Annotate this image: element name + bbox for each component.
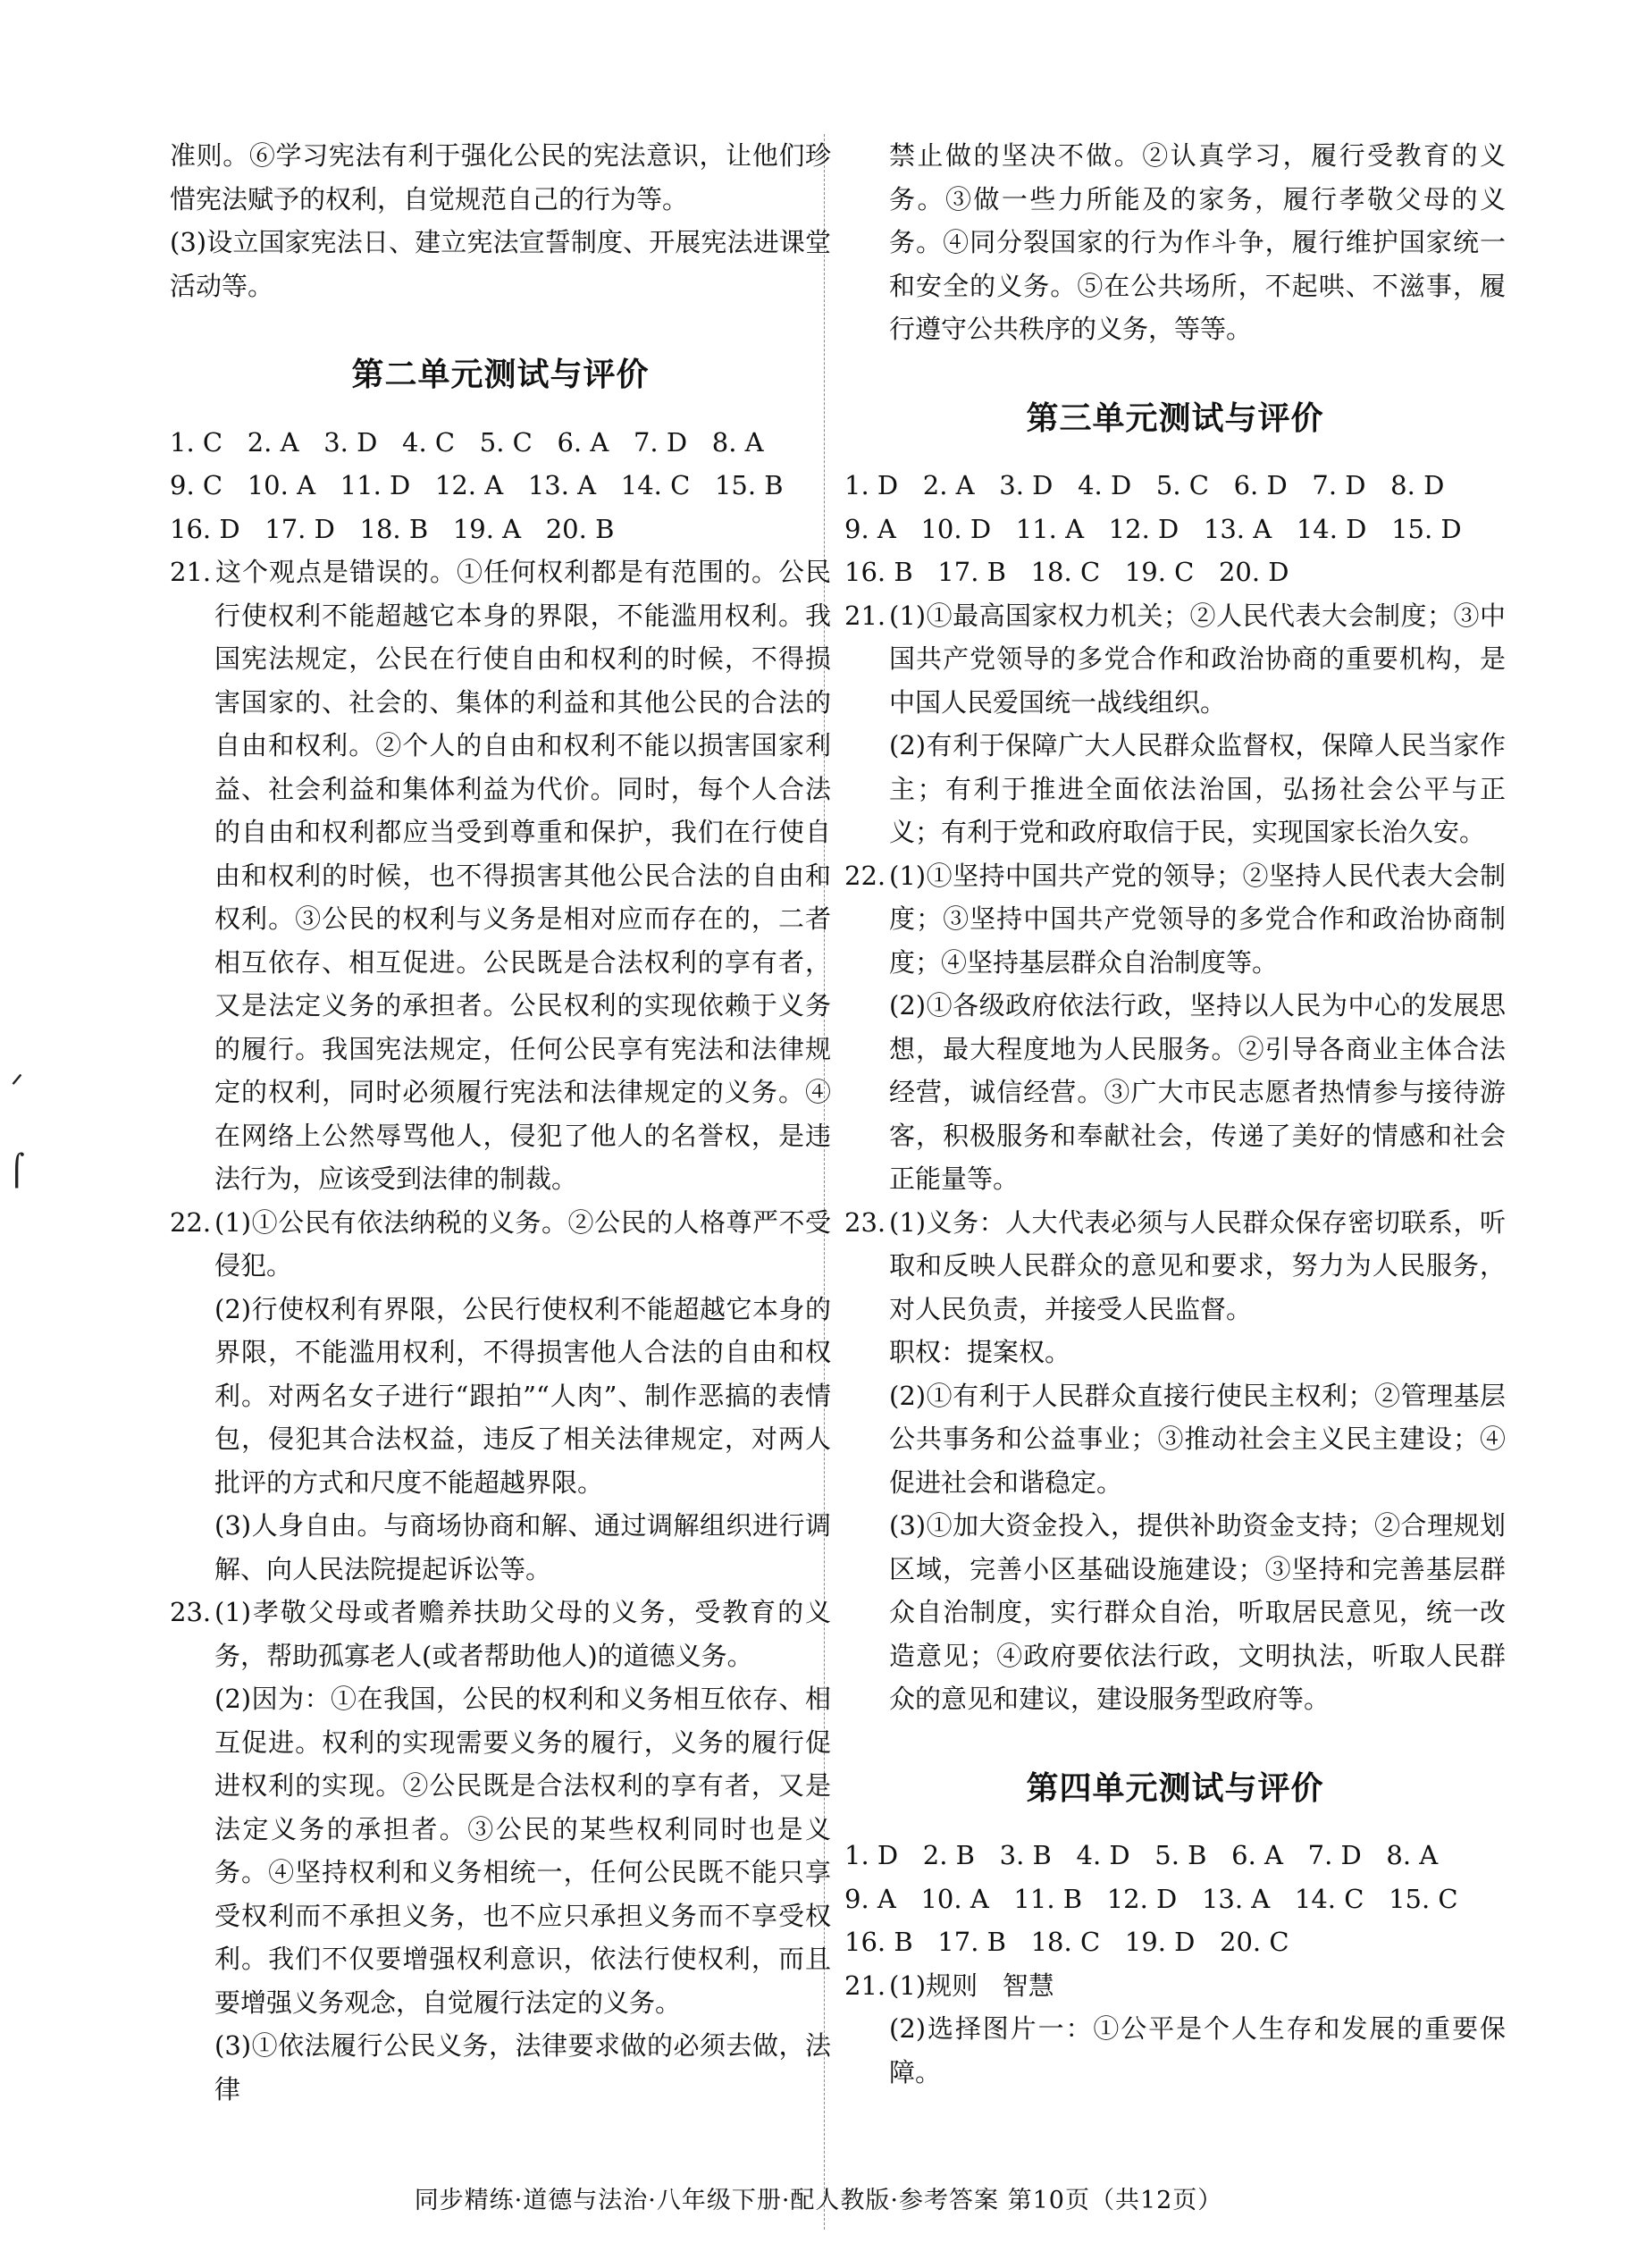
answer-text: (1)①最高国家权力机关；②人民代表大会制度；③中国共产党领导的多党合作和政治协商的重要机构，是中国人民爱国统一战线组织。: [889, 600, 1506, 718]
answer-text: (3)①加大资金投入，提供补助资金支持；②合理规划区域，完善小区基础设施建设；③坚持和完善基层群众自治制度，实行群众自治，听取居民意见，统一改造意见；④政府要依法行政，文明执法，听取人民群众的意见和建议，建设服务型政府等。: [889, 1510, 1506, 1714]
answer-text: (1)规则 智慧: [889, 1970, 1054, 2001]
question-number: 23.: [844, 1206, 886, 1238]
question-number: 22.: [844, 860, 886, 891]
mc-answer-row: 16. D 17. D 18. B 19. A 20. B: [170, 513, 615, 544]
answer-text: (2)行使权利有界限，公民行使权利不能超越它本身的界限，不能滥用权利，不得损害他人合法的自由和权利。对两名女子进行“跟拍”“人肉”、制作恶搞的表情包，侵犯其合法权益，违反了相关法律规定，对两人批评的方式和尺度不能超越界限。: [214, 1293, 831, 1498]
mc-answer-row: 1. C 2. A 3. D 4. C 5. C 6. A 7. D 8. A: [170, 426, 764, 458]
mc-answer-row: 16. B 17. B 18. C 19. D 20. C: [844, 1927, 1289, 1957]
answer-text: (2)因为：①在我国，公民的权利和义务相互依存、相互促进。权利的实现需要义务的履行，义务的履行促进权利的实现。②公民既是合法权利的享有者，又是法定义务的承担者。③公民的某些权利同时也是义务。④坚持权利和义务相统一，任何公民既不能只享受权利而不承担义务，也不应只承担义务而不享受权利。我们不仅要增强权利意识，依法行使权利，而且要增强义务观念，自觉履行法定的义务。: [214, 1684, 831, 2018]
unit3-q23: [844, 1201, 1506, 1721]
answer-text: (2)有利于保障广大人民群众监督权，保障人民当家作主；有利于推进全面依法治国，弘扬社会公平与正义；有利于党和政府取信于民，实现国家长治久安。: [889, 730, 1506, 847]
answer-text: (1)义务：人大代表必须与人民群众保存密切联系，听取和反映人民群众的意见和要求，努力为人民服务，对人民负责，并接受人民监督。: [889, 1206, 1506, 1324]
question-number: 22.: [170, 1206, 212, 1238]
answer-text: 这个观点是错误的。①任何权利都是有范围的。公民行使权利不能超越它本身的界限，不能滥用权利。我国宪法规定，公民在行使自由和权利的时候，不得损害国家的、社会的、集体的利益和其他公民的合法的自由和权利。②个人的自由和权利不能以损害国家利益、社会利益和集体利益为代价。同时，每个人合法的自由和权利都应当受到尊重和保护，我们在行使自由和权利的时候，也不得损害其他公民合法的自由和权利。③公民的权利与义务是相对应而存在的，二者相互依存、相互促进。公民既是合法权利的享有者，又是法定义务的承担者。公民权利的实现依赖于义务的履行。我国宪法规定，任何公民享有宪法和法律规定的权利，同时必须履行宪法和法律规定的义务。④在网络上公然辱骂他人，侵犯了他人的名誉权，是违法行为，应该受到法律的制裁。: [214, 557, 831, 1194]
question-number: 21.: [170, 557, 212, 587]
intro-paragraph: 准则。⑥学习宪法有利于强化公民的宪法意识，让他们珍惜宪法赋予的权利，自觉规范自己的行为等。: [170, 140, 831, 214]
unit3-q22: [844, 854, 1506, 1201]
answer-text: (1)孝敬父母或者赡养扶助父母的义务，受教育的义务，帮助孤寡老人(或者帮助他人)的道德义务。: [214, 1597, 831, 1671]
unit3-title: 第三单元测试与评价: [1026, 399, 1324, 437]
mc-answer-row: 1. D 2. A 3. D 4. D 5. C 6. D 7. D 8. D: [844, 470, 1445, 500]
answer-text: (3)①依法履行公民义务，法律要求做的必须去做，法律: [214, 2030, 831, 2104]
unit3-q21: [844, 594, 1506, 854]
right-column: [844, 134, 1506, 2094]
unit2-title: 第二单元测试与评价: [351, 357, 650, 393]
unit2-q21: [170, 550, 831, 1201]
continued-answer: [844, 134, 1506, 351]
question-number: 21.: [844, 600, 886, 631]
margin-mark: ⌠: [9, 1153, 25, 1189]
mc-answer-row: 9. C 10. A 11. D 12. A 13. A 14. C 15. B: [170, 470, 784, 500]
mc-answer-row: 9. A 10. A 11. B 12. D 13. A 14. C 15. C: [844, 1883, 1458, 1914]
unit2-q23: [170, 1591, 831, 2111]
unit4-title: 第四单元测试与评价: [1026, 1769, 1324, 1807]
question-number: 21.: [844, 1970, 886, 2001]
answer-text: (2)①各级政府依法行政，坚持以人民为中心的发展思想，最大程度地为人民服务。②引导各商业主体合法经营，诚信经营。③广大市民志愿者热情参与接待游客，积极服务和奉献社会，传递了美好的情感和社会正能量等。: [889, 990, 1506, 1194]
left-column: [170, 134, 831, 2111]
answer-text: 职权：提案权。: [889, 1337, 1071, 1367]
answer-text: (2)①有利于人民群众直接行使民主权利；②管理基层公共事务和公益事业；③推动社会主义民主建设；④促进社会和谐稳定。: [889, 1380, 1506, 1498]
answer-text: 禁止做的坚决不做。②认真学习，履行受教育的义务。③做一些力所能及的家务，履行孝敬父母的义务。④同分裂国家的行为作斗争，履行维护国家统一和安全的义务。⑤在公共场所，不起哄、不滋事，履行遵守公共秩序的义务，等等。: [889, 140, 1506, 344]
margin-mark: ᐟ: [11, 1068, 24, 1104]
mc-answer-row: 1. D 2. B 3. B 4. D 5. B 6. A 7. D 8. A: [844, 1840, 1439, 1870]
answer-text: (1)①公民有依法纳税的义务。②公民的人格尊严不受侵犯。: [214, 1206, 831, 1281]
answer-text: (2)选择图片一：①公平是个人生存和发展的重要保障。: [889, 2013, 1506, 2087]
mc-answer-row: 16. B 17. B 18. C 19. C 20. D: [844, 557, 1289, 587]
intro-paragraph: (3)设立国家宪法日、建立宪法宣誓制度、开展宪法进课堂活动等。: [170, 227, 831, 301]
mc-answer-row: 9. A 10. D 11. A 12. D 13. A 14. D 15. D: [844, 513, 1462, 544]
answer-text: (1)①坚持中国共产党的领导；②坚持人民代表大会制度；③坚持中国共产党领导的多党合作和政治协商制度；④坚持基层群众自治制度等。: [889, 860, 1506, 978]
unit4-q21: [844, 1964, 1506, 2095]
unit2-q22: [170, 1201, 831, 1592]
page-footer: 同步精练·道德与法治·八年级下册·配人教版·参考答案 第10页（共12页）: [414, 2187, 1223, 2214]
question-number: 23.: [170, 1597, 212, 1627]
answer-text: (3)人身自由。与商场协商和解、通过调解组织进行调解、向人民法院提起诉讼等。: [214, 1510, 831, 1584]
